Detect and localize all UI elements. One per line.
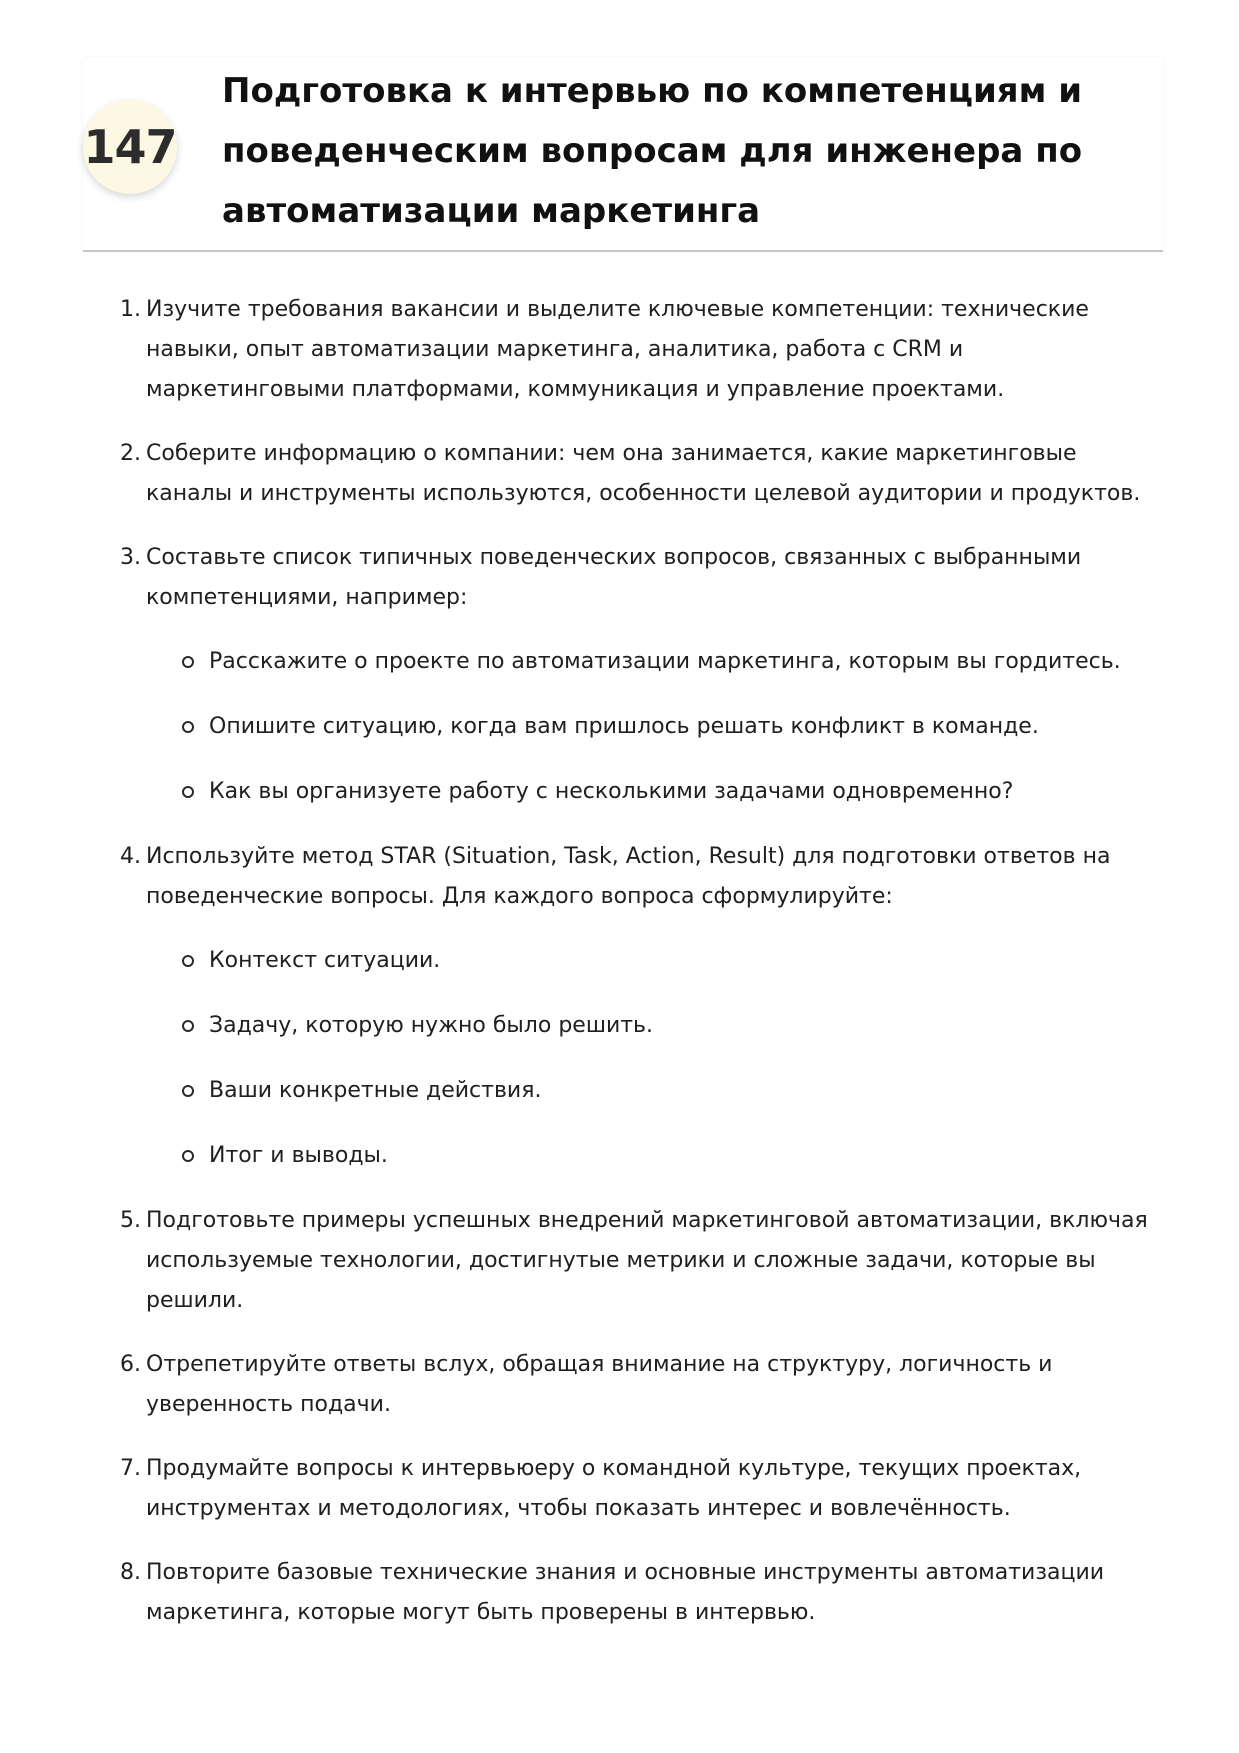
step-number: 5. <box>120 1208 141 1233</box>
sub-item-text: Ваши конкретные действия. <box>209 1078 542 1103</box>
step-number: 7. <box>120 1456 141 1481</box>
step-text: Изучите требования вакансии и выделите ключевые компетенции: технические навыки, опыт автоматизации маркетинга, аналитика, работа с CRM и маркетинговыми платформами, коммуникация и управление проектами. <box>146 297 1089 402</box>
step-number: 3. <box>120 545 141 570</box>
sub-item <box>146 941 1160 981</box>
step-item <box>120 1449 1160 1529</box>
step-number: 1. <box>120 297 141 322</box>
page-title: Подготовка к интервью по компетенциям и поведенческим вопросам для инженера по автоматизации маркетинга <box>222 71 1083 231</box>
step-item <box>120 290 1160 410</box>
circle-bullet-icon <box>182 1085 194 1097</box>
sub-item-text: Расскажите о проекте по автоматизации маркетинга, которым вы гордитесь. <box>209 649 1121 674</box>
sub-item-text: Итог и выводы. <box>209 1143 388 1168</box>
section-number-badge: 147 <box>83 100 177 194</box>
circle-bullet-icon <box>182 955 194 967</box>
circle-bullet-icon <box>182 786 194 798</box>
sub-item <box>146 772 1160 812</box>
sub-item <box>146 642 1160 682</box>
step-item <box>120 1201 1160 1321</box>
circle-bullet-icon <box>182 1150 194 1162</box>
circle-bullet-icon <box>182 721 194 733</box>
sub-list <box>146 941 1160 1176</box>
step-text: Составьте список типичных поведенческих вопросов, связанных с выбранными компетенциями, например: <box>146 545 1082 610</box>
sub-item-text: Задачу, которую нужно было решить. <box>209 1013 654 1038</box>
step-text: Подготовьте примеры успешных внедрений маркетинговой автоматизации, включая используемые технологии, достигнутые метрики и сложные задачи, которые вы решили. <box>146 1208 1148 1313</box>
steps-list <box>120 290 1160 1633</box>
step-text: Повторите базовые технические знания и основные инструменты автоматизации маркетинга, которые могут быть проверены в интервью. <box>146 1560 1105 1625</box>
sub-item-text: Опишите ситуацию, когда вам пришлось решать конфликт в команде. <box>209 714 1039 739</box>
article-body <box>120 290 1160 1657</box>
section-header <box>83 58 1163 252</box>
circle-bullet-icon <box>182 1020 194 1032</box>
sub-item <box>146 1136 1160 1176</box>
step-number: 2. <box>120 441 141 466</box>
step-text: Используйте метод STAR (Situation, Task, Action, Result) для подготовки ответов на поведенческие вопросы. Для каждого вопроса сформулируйте: <box>146 844 1111 909</box>
step-text: Продумайте вопросы к интервьюеру о командной культуре, текущих проектах, инструментах и методологиях, чтобы показать интерес и вовлечённость. <box>146 1456 1082 1521</box>
step-text: Соберите информацию о компании: чем она занимается, какие маркетинговые каналы и инструменты используются, особенности целевой аудитории и продуктов. <box>146 441 1141 506</box>
sub-item <box>146 1071 1160 1111</box>
sub-item-text: Контекст ситуации. <box>209 948 441 973</box>
circle-bullet-icon <box>182 656 194 668</box>
step-text: Отрепетируйте ответы вслух, обращая внимание на структуру, логичность и уверенность подачи. <box>146 1352 1053 1417</box>
step-number: 4. <box>120 844 141 869</box>
step-item <box>120 837 1160 1176</box>
step-number: 8. <box>120 1560 141 1585</box>
step-item <box>120 538 1160 812</box>
step-number: 6. <box>120 1352 141 1377</box>
step-item <box>120 1345 1160 1425</box>
sub-item-text: Как вы организуете работу с несколькими задачами одновременно? <box>209 779 1014 804</box>
sub-item <box>146 707 1160 747</box>
step-item <box>120 434 1160 514</box>
sub-item <box>146 1006 1160 1046</box>
step-item <box>120 1553 1160 1633</box>
sub-list <box>146 642 1160 812</box>
